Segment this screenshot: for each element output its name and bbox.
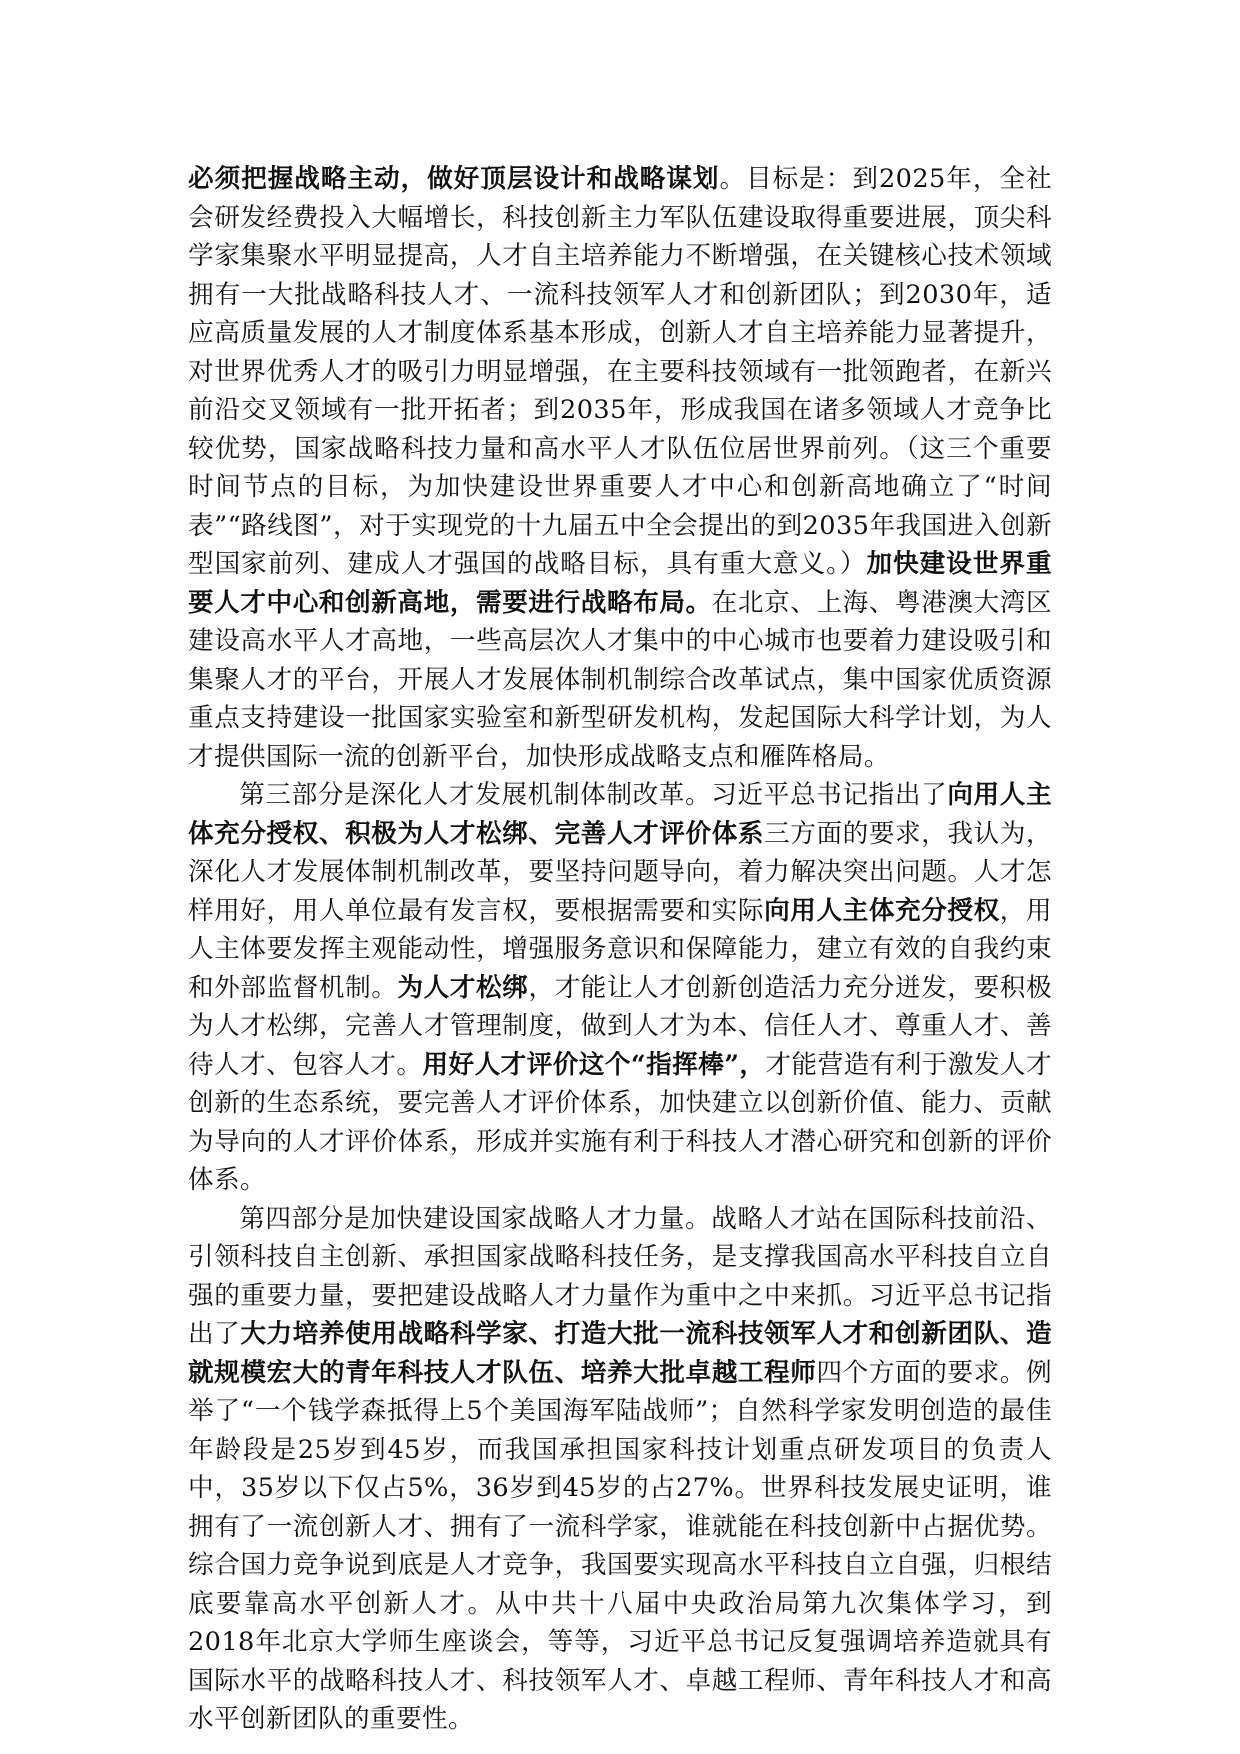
text-run: 四个方面的要求。例举了“一个钱学森抵得上5个美国海军陆战师”；自然科学家发明创造的最佳年龄段是25岁到45岁，而我国承担国家科技计划重点研发项目的负责人中，35岁以下仅占5%，36岁到45岁的占27%。世界科技发展史证明，谁拥有了一流创新人才、拥有了一流科学家，谁就能在科技创新中占据优势。综合国力竞争说到底是人才竞争，我国要实现高水平科技自立自强，归根结底要靠高水平创新人才。从中共十八届中央政治局第九次集体学习，到2018年北京大学师生座谈会，等等，习近平总书记反复强调培养造就具有国际水平的战略科技人才、科技领军人才、卓越工程师、青年科技人才和高水平创新团队的重要性。 xyxy=(188,1357,1052,1734)
bold-phrase: 大力培养使用战略科学家、打造大批一流科技领军人才和创新团队、造就规模宏大的青年科技人才队伍、培养大批卓越工程师 xyxy=(188,1319,1052,1388)
text-run: ，用人主体要发挥主观能动性，增强服务意识和保障能力，建立有效的自我约束和外部监督机制。 xyxy=(188,895,1052,1003)
text-run: 第三部分是深化人才发展机制体制改革。习近平总书记指出了 xyxy=(239,780,948,810)
bold-phrase: 必须把握战略主动，做好顶层设计和战略谋划 xyxy=(188,164,720,194)
text-run: 在北京、上海、粤港澳大湾区建设高水平人才高地，一些高层次人才集中的中心城市也要着力建设吸引和集聚人才的平台，开展人才发展体制机制综合改革试点，集中国家优质资源重点支持建设一批国家实验室和新型研发机构，发起国际大科学计划，为人才提供国际一流的创新平台，加快形成战略支点和雁阵格局。 xyxy=(188,587,1052,772)
text-run: 第四部分是加快建设国家战略人才力量。战略人才站在国际科技前沿、引领科技自主创新、承担国家战略科技任务，是支撑我国高水平科技自立自强的重要力量，要把建设战略人才力量作为重中之中来抓。习近平总书记指出了 xyxy=(188,1203,1052,1349)
text-run: 。目标是：到2025年，全社会研发经费投入大幅增长，科技创新主力军队伍建设取得重要进展，顶尖科学家集聚水平明显提高，人才自主培养能力不断增强，在关键核心技术领域拥有一大批战略科技人才、一流科技领军人才和创新团队；到2030年，适应高质量发展的人才制度体系基本形成，创新人才自主培养能力显著提升，对世界优秀人才的吸引力明显增强，在主要科技领域有一批领跑者，在新兴前沿交叉领域有一批开拓者；到2035年，形成我国在诸多领域人才竞争比较优势，国家战略科技力量和高水平人才队伍位居世界前列。（这三个重要时间节点的目标，为加快建设世界重要人才中心和创新高地确立了“时间表”“路线图”，对于实现党的十九届五中全会提出的到2035年我国进入创新型国家前列、建成人才强国的战略目标，具有重大意义。） xyxy=(188,164,1052,579)
bold-phrase: 用好人才评价这个“指挥棒”， xyxy=(422,1049,766,1080)
paragraph-strategic-layout xyxy=(188,160,1052,776)
text-run: 才能营造有利于激发人才创新的生态系统，要完善人才评价体系，加快建立以创新价值、能力、贡献为导向的人才评价体系，形成并实施有利于科技人才潜心研究和创新的评价体系。 xyxy=(188,1049,1053,1195)
paragraph-part-three xyxy=(188,776,1052,1200)
text-run: 三方面的要求，我认为，深化人才发展体制机制改革，要坚持问题导向，着力解决突出问题。人才怎样用好，用人单位最有发言权，要根据需要和实际 xyxy=(188,818,1052,926)
bold-phrase: 向用人主体充分授权、积极为人才松绑、完善人才评价体系 xyxy=(188,780,1052,849)
bold-phrase: 为人才松绑 xyxy=(397,972,529,1003)
paragraph-part-four xyxy=(188,1200,1052,1739)
document-page xyxy=(188,160,1052,1739)
text-run: ，才能让人才创新创造活力充分迸发，要积极为人才松绑，完善人才管理制度，做到人才为本、信任人才、尊重人才、善待人才、包容人才。 xyxy=(188,972,1052,1080)
bold-phrase: 加快建设世界重要人才中心和创新高地，需要进行战略布局。 xyxy=(188,549,1052,618)
bold-phrase: 向用人主体充分授权 xyxy=(764,895,1000,926)
